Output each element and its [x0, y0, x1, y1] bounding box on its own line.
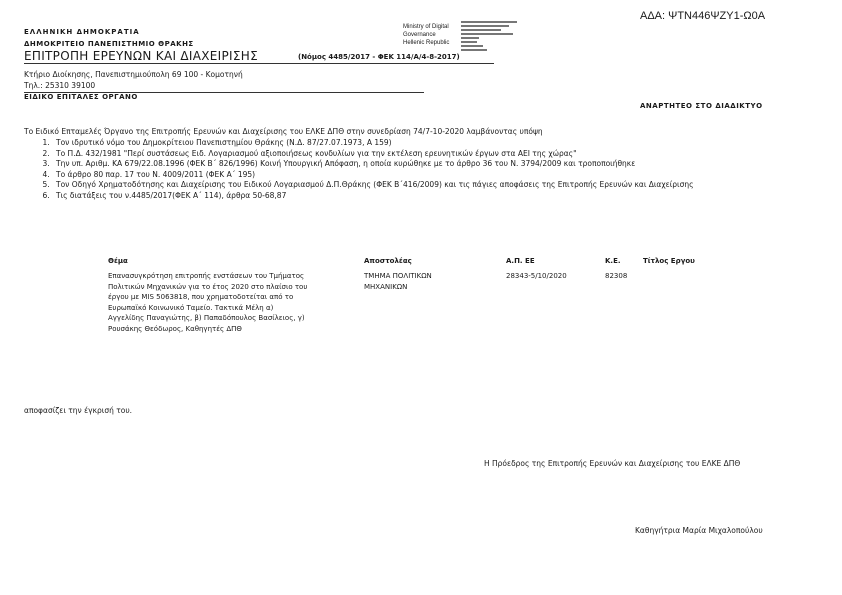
header-law-reference: (Νόμος 4485/2017 - ΦΕΚ 114/Α/4-8-2017) [298, 53, 460, 61]
header-address: Κτήριο Διοίκησης, Πανεπιστημιούπολη 69 100 - Κομοτηνή [24, 70, 243, 79]
ada-code: ΑΔΑ: ΨΤΝ446ΨΖΥ1-Ω0Α [640, 10, 766, 22]
decision-text: αποφασίζει την έγκρισή του. [24, 406, 133, 415]
list-item: 4. Το άρθρο 80 παρ. 17 του Ν. 4009/2011 (ΦΕΚ Α΄ 195) [52, 170, 792, 181]
column-header-ke: Κ.Ε. [605, 257, 621, 265]
posting-note: ΑΝΑΡΤΗΤΕΟ ΣΤΟ ΔΙΑΔΙΚΤΥΟ [640, 102, 763, 110]
table-cell-ke: 82308 [605, 272, 628, 280]
table-cell-protocol: 28343-5/10/2020 [506, 272, 567, 280]
list-item: 6. Τις διατάξεις του ν.4485/2017(ΦΕΚ Α΄ 114), άρθρα 50-68,87 [52, 191, 792, 202]
stamp-line-1: Ministry of Digital [403, 24, 449, 30]
chair-name: Καθηγήτρια Μαρία Μιχαλοπούλου [635, 526, 763, 535]
column-header-protocol: Α.Π. ΕΕ [506, 257, 535, 265]
column-header-project: Τίτλος Εργου [643, 257, 695, 265]
considerations-list [24, 138, 792, 201]
header-divider [24, 63, 494, 64]
header-republic: ΕΛΛΗΝΙΚΗ ΔΗΜΟΚΡΑΤΙΑ [24, 28, 140, 36]
signature-fine-print [461, 21, 521, 63]
header-committee: ΕΠΙΤΡΟΠΗ ΕΡΕΥΝΩΝ ΚΑΙ ΔΙΑΧΕΙΡΙΣΗΣ [24, 49, 258, 63]
header-university: ΔΗΜΟΚΡΙΤΕΙΟ ΠΑΝΕΠΙΣΤΗΜΙΟ ΘΡΑΚΗΣ [24, 40, 194, 48]
chair-title: Η Πρόεδρος της Επιτροπής Ερευνών και Διαχείρισης του ΕΛΚΕ ΔΠΘ [484, 459, 741, 468]
stamp-line-2: Governance [403, 32, 436, 38]
header-phone: Τηλ.: 25310 39100 [24, 81, 96, 90]
header-organ: ΕΙΔΙΚΟ ΕΠΙΤΑΛΕΣ ΟΡΓΑΝΟ [24, 93, 138, 101]
list-item: 1. Τον ιδρυτικό νόμο του Δημοκρίτειου Πανεπιστημίου Θράκης (Ν.Δ. 87/27.07.1973, Α 159) [52, 138, 792, 149]
column-header-subject: Θέμα [108, 257, 128, 265]
table-cell-sender: ΤΜΗΜΑ ΠΟΛΙΤΙΚΩΝ ΜΗΧΑΝΙΚΩΝ [364, 272, 432, 291]
stamp-line-3: Hellenic Republic [403, 40, 450, 46]
list-item: 3. Την υπ. Αριθμ. ΚΑ 679/22.08.1996 (ΦΕΚ Β΄ 826/1996) Κοινή Υπουργική Απόφαση, η οποία κυρώθηκε με το άρθρο 36 του Ν. 3794/2009 και τροποποιήθηκε [52, 159, 792, 170]
column-header-sender: Αποστολέας [364, 257, 412, 265]
list-item: 5. Τον Οδηγό Χρηματοδότησης και Διαχείρισης του Ειδικού Λογαριασμού Δ.Π.Θράκης (ΦΕΚ Β΄416/2009) και τις πάγιες αποφάσεις της Επιτροπής Ερευνών και Διαχείρισης [52, 180, 792, 191]
digital-signature-stamp [403, 23, 449, 47]
list-item: 2. Το Π.Δ. 432/1981 "Περί συστάσεως Ειδ. Λογαριασμού αξιοποιήσεως κονδυλίων για την εκτέλεση ερευνητικών έργων στα ΑΕΙ της χώρας" [52, 149, 792, 160]
table-cell-subject: Επανασυγκρότηση επιτροπής ενστάσεων του Τμήματος Πολιτικών Μηχανικών για το έτος 2020 στο πλαίσιο του έργου με MIS 5063818, που χρηματοδοτείται από το Ευρωπαϊκό Κοινωνικό Ταμείο. Τακτικά Μέλη α) Αγγελίδης Παναγιώτης, β) Παπαδόπουλος Βασίλειος, γ) Ρουσάκης Θεόδωρος, Καθηγητές ΔΠΘ [108, 272, 308, 333]
intro-text: Το Ειδικό Επταμελές Όργανο της Επιτροπής Ερευνών και Διαχείρισης του ΕΛΚΕ ΔΠΘ στην συνεδρίαση 74/7-10-2020 λαμβάνοντας υπόψη [24, 127, 543, 136]
